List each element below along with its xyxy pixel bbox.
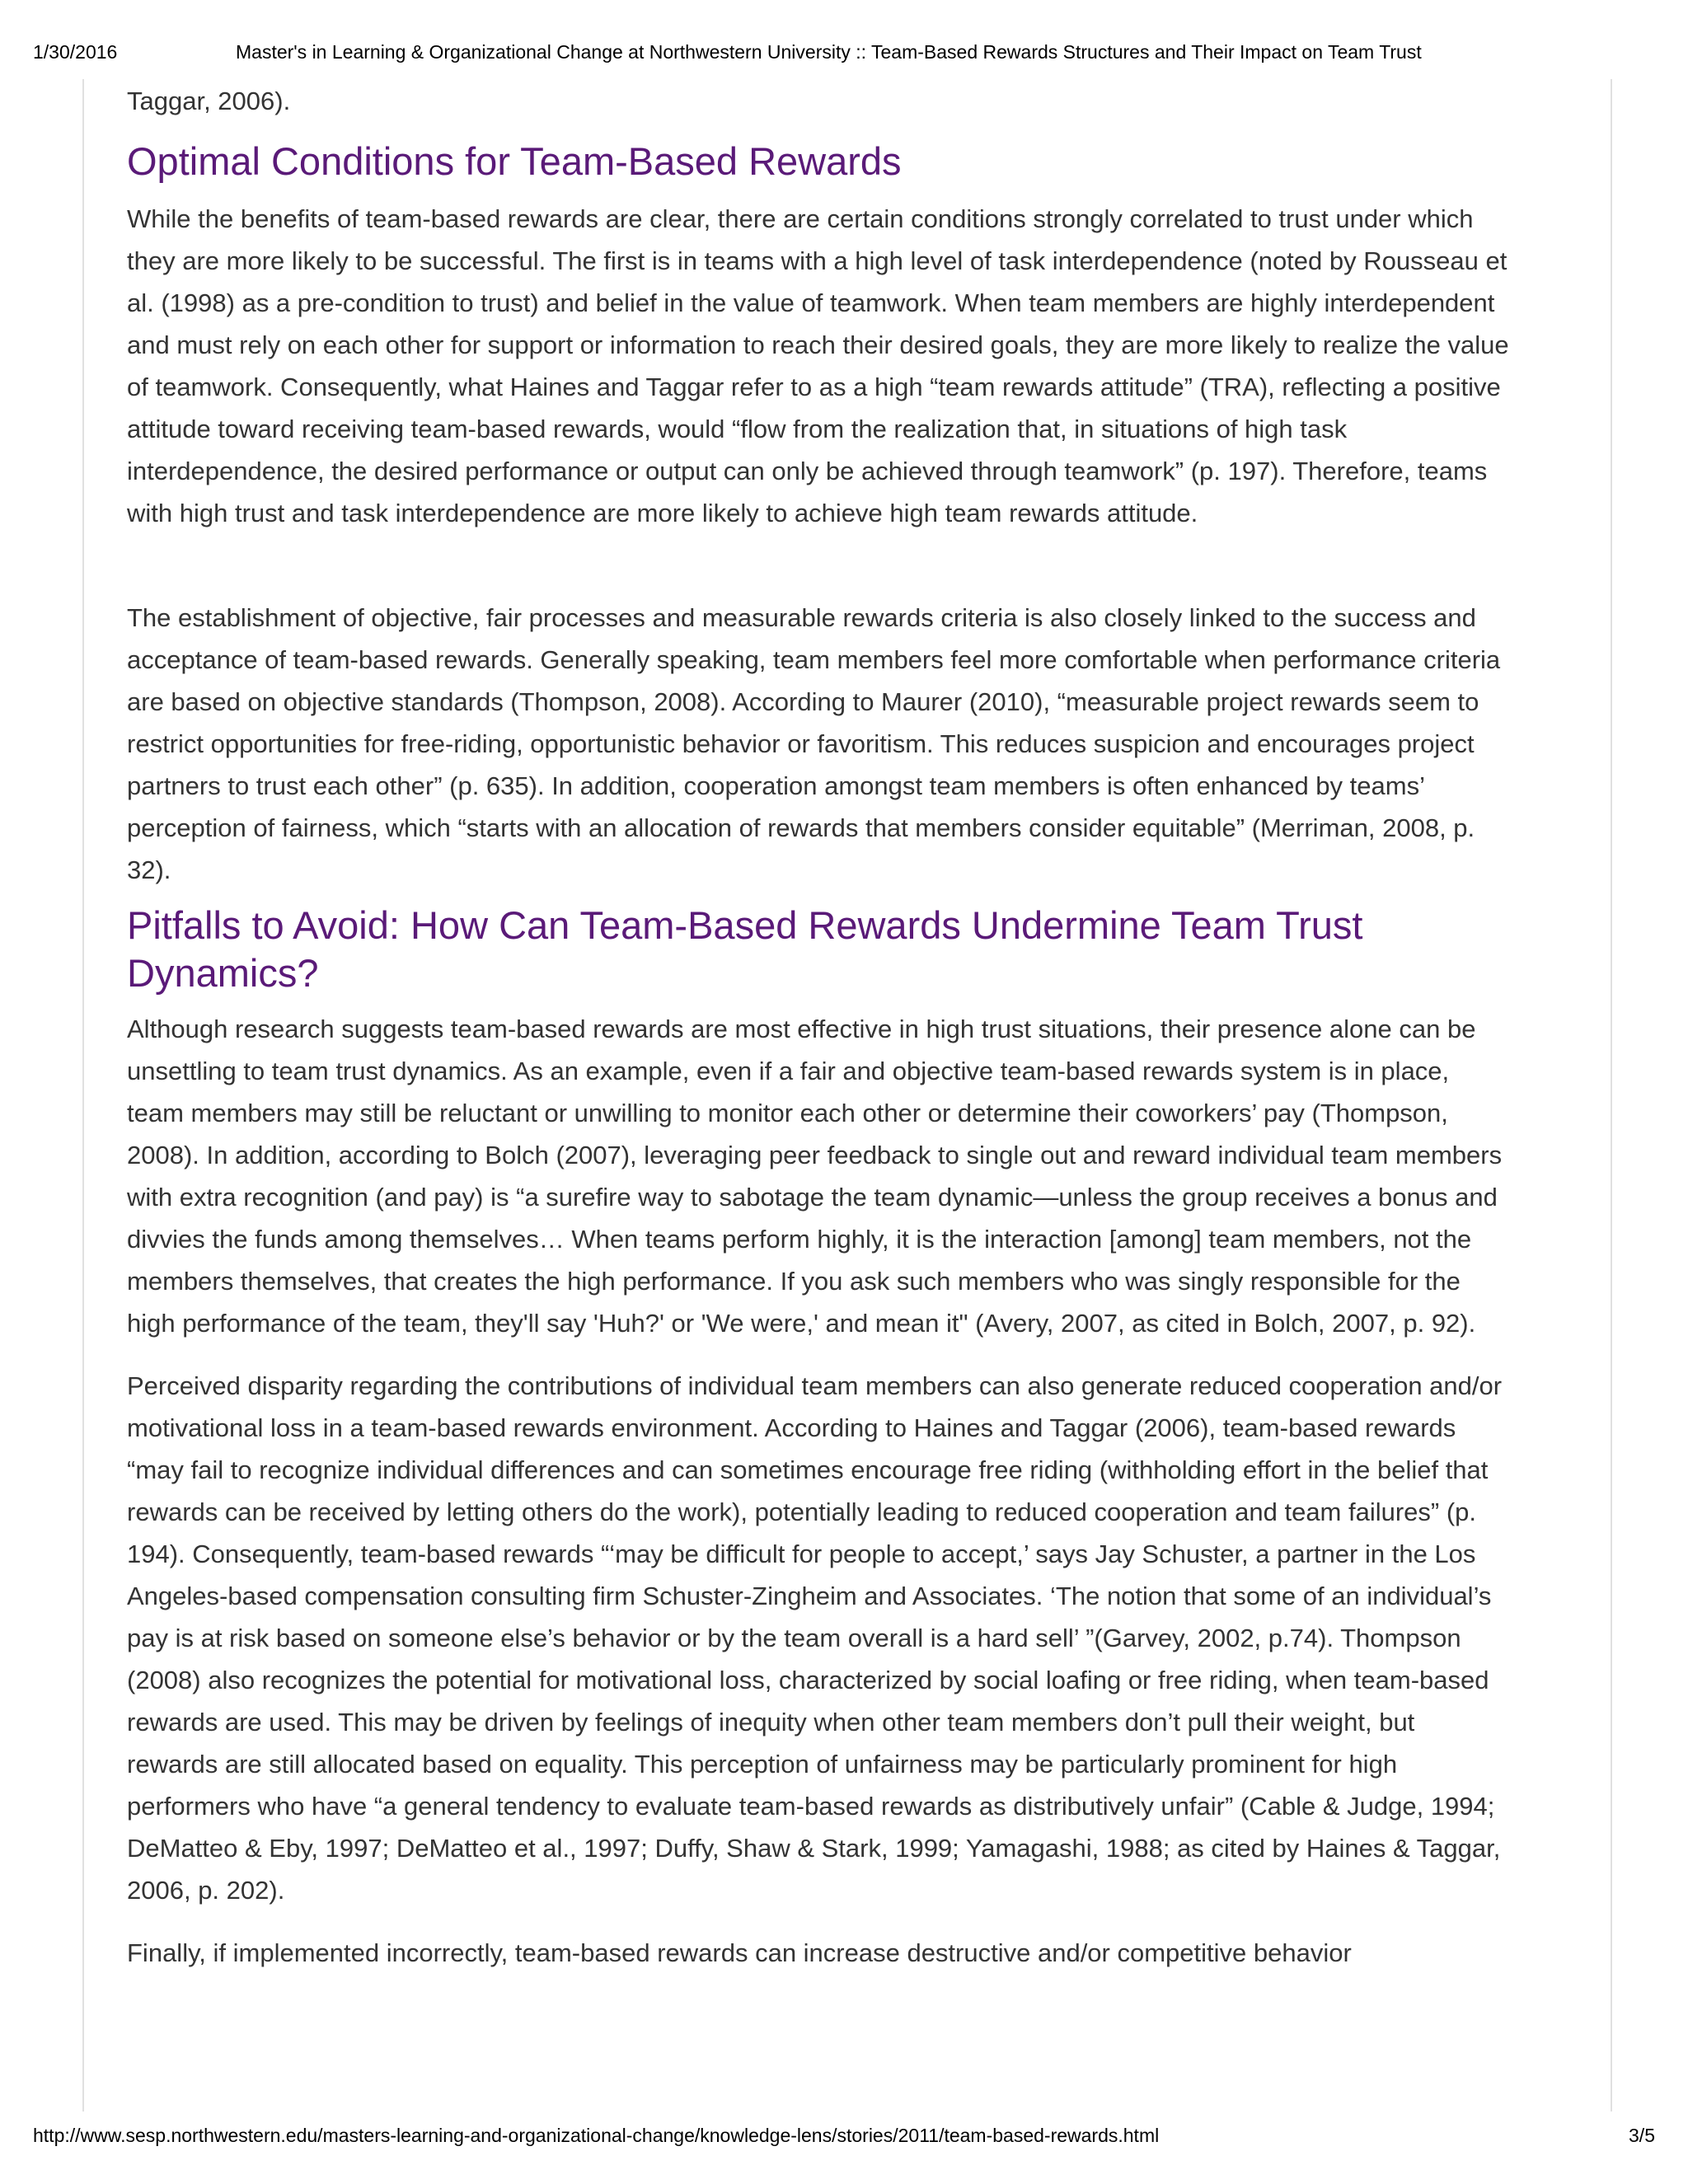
paragraph: Finally, if implemented incorrectly, team-based rewards can increase destructive and/or competitive behavior (127, 1938, 1352, 1967)
paragraph: The establishment of objective, fair processes and measurable rewards criteria is also closely linked to the success and acceptance of team-based rewards. Generally speaking, team members feel more comfortable when performance criteria are based on objective standards (Thompson, 2008). According to Maurer (2010), “measurable project rewards seem to restrict opportunities for free-riding, opportunistic behavior or favoritism. This reduces suspicion and encourages project partners to trust each other” (p. 635). In addition, cooperation amongst team members is often enhanced by teams’ perception of fairness, which “starts with an allocation of rewards that members consider equitable” (Merriman, 2008, p. 32). (127, 603, 1501, 884)
paragraph: Perceived disparity regarding the contributions of individual team members can also generate reduced cooperation and/or motivational loss in a team-based rewards environment. According to Haines and Taggar (2006), team-based rewards “may fail to recognize individual differences and can sometimes encourage free riding (withholding effort in the belief that rewards can be received by letting others do the work), potentially leading to reduced cooperation and team failures” (p. 194). Consequently, team-based rewards “‘may be difficult for people to accept,’ says Jay Schuster, a partner in the Los Angeles-based compensation consulting firm Schuster-Zingheim and Associates. ‘The notion that some of an individual’s pay is at risk based on someone else’s behavior or by the team overall is a hard sell’ ”(Garvey, 2002, p.74). Thompson (2008) also recognizes the potential for motivational loss, characterized by social loafing or free riding, when team-based rewards are used. This may be driven by feelings of inequity when other team members don’t pull their weight, but rewards are still allocated based on equality. This perception of unfairness may be particularly prominent for high performers who have “a general tendency to evaluate team-based rewards as distributively unfair” (Cable & Judge, 1994; DeMatteo & Eby, 1997; DeMatteo et al., 1997; Duffy, Shaw & Stark, 1999; Yamagashi, 1988; as cited by Haines & Taggar, 2006, p. 202). (127, 1371, 1503, 1905)
intro-fragment: Taggar, 2006). (127, 87, 291, 115)
paragraph: Although research suggests team-based rewards are most effective in high trust situations, their presence alone can be unsettling to team trust dynamics. As an example, even if a fair and objective team-based rewards system is in place, team members may still be reluctant or unwilling to monitor each other or determine their coworkers’ pay (Thompson, 2008). In addition, according to Bolch (2007), leveraging peer feedback to single out and reward individual team members with extra recognition (and pay) is “a surefire way to sabotage the team dynamic—unless the group receives a bonus and divvies the funds among themselves… When teams perform highly, it is the interaction [among] team members, not the members themselves, that creates the high performance. If you ask such members who was singly responsible for the high performance of the team, they'll say 'Huh?' or 'We were,' and mean it" (Avery, 2007, as cited in Bolch, 2007, p. 92). (127, 1015, 1503, 1338)
print-page-title: Master's in Learning & Organizational Change at Northwestern University :: Team-Based Rewards Structures and Their Impact on Team Trust (236, 41, 1422, 63)
section-heading-pitfalls: Pitfalls to Avoid: How Can Team-Based Rewards Undermine Team Trust Dynamics? (127, 903, 1363, 995)
page-url: http://www.sesp.northwestern.edu/masters-learning-and-organizational-change/knowledge-lens/stories/2011/team-based-rewards.html (33, 2125, 1160, 2146)
article-content (127, 80, 1512, 1974)
section-heading-optimal-conditions: Optimal Conditions for Team-Based Rewards (127, 139, 902, 183)
paragraph: While the benefits of team-based rewards are clear, there are certain conditions strongly correlated to trust under which they are more likely to be successful. The first is in teams with a high level of task interdependence (noted by Rousseau et al. (1998) as a pre-condition to trust) and belief in the value of teamwork. When team members are highly interdependent and must rely on each other for support or information to reach their desired goals, they are more likely to realize the value of teamwork. Consequently, what Haines and Taggar refer to as a high “team rewards attitude” (TRA), reflecting a positive attitude toward receiving team-based rewards, would “flow from the realization that, in situations of high task interdependence, the desired performance or output can only be achieved through teamwork” (p. 197). Therefore, teams with high trust and task interdependence are more likely to achieve high team rewards attitude. (127, 204, 1509, 527)
page-number: 3/5 (1629, 2125, 1655, 2146)
print-date: 1/30/2016 (33, 41, 118, 63)
print-header (33, 41, 1655, 66)
print-footer (33, 2125, 1655, 2149)
